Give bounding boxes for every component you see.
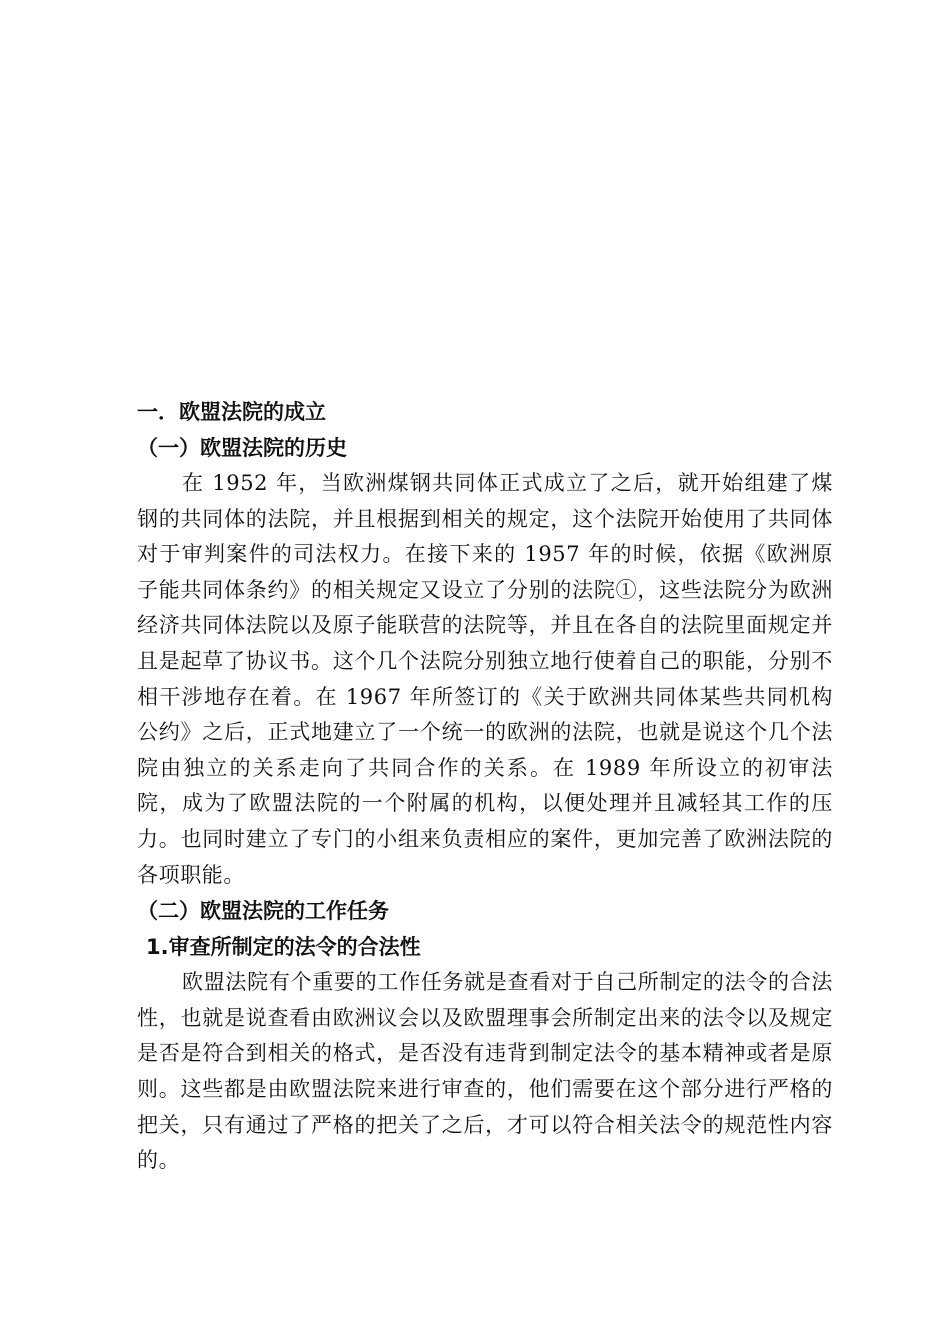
document-body xyxy=(137,394,833,1179)
paragraph-legality-review: 欧盟法院有个重要的工作任务就是查看对于自己所制定的法令的合法性，也就是说查看由欧洲议会以及欧盟理事会所制定出来的法令以及规定是否是符合到相关的格式，是否没有违背到制定法令的基本精神或者是原则。这些都是由欧盟法院来进行审查的，他们需要在这个部分进行严格的把关，只有通过了严格的把关了之后，才可以符合相关法令的规范性内容的。 xyxy=(137,970,833,1173)
subsection-title-tasks: （二）欧盟法院的工作任务 xyxy=(137,899,389,924)
paragraph-history: 在 1952 年，当欧洲煤钢共同体正式成立了之后，就开始组建了煤钢的共同体的法院，并且根据到相关的规定，这个法院开始使用了共同体对于审判案件的司法权力。在接下来的 1957 年的时候，依据《欧洲原子能共同体条约》的相关规定又设立了分别的法院①，这些法院分为欧洲经济共同体法院以及原子能联营的法院等，并且在各自的法院里面规定并且是起草了协议书。这个几个法院分别独立地行使着自己的职能，分别不相干涉地存在着。在 1967 年所签订的《关于欧洲共同体某些共同机构公约》之后，正式地建立了一个统一的欧洲的法院，也就是说这个几个法院由独立的关系走向了共同合作的关系。在 1989 年所设立的初审法院，成为了欧盟法院的一个附属的机构，以便处理并且减轻其工作的压力。也同时建立了专门的小组来负责相应的案件，更加完善了欧洲法院的各项职能。 xyxy=(137,471,833,887)
item-title-legality-review: 1.审查所制定的法令的合法性 xyxy=(146,935,421,960)
subsection-title-history: （一）欧盟法院的历史 xyxy=(137,436,347,460)
section-title: 一．欧盟法院的成立 xyxy=(137,400,326,424)
